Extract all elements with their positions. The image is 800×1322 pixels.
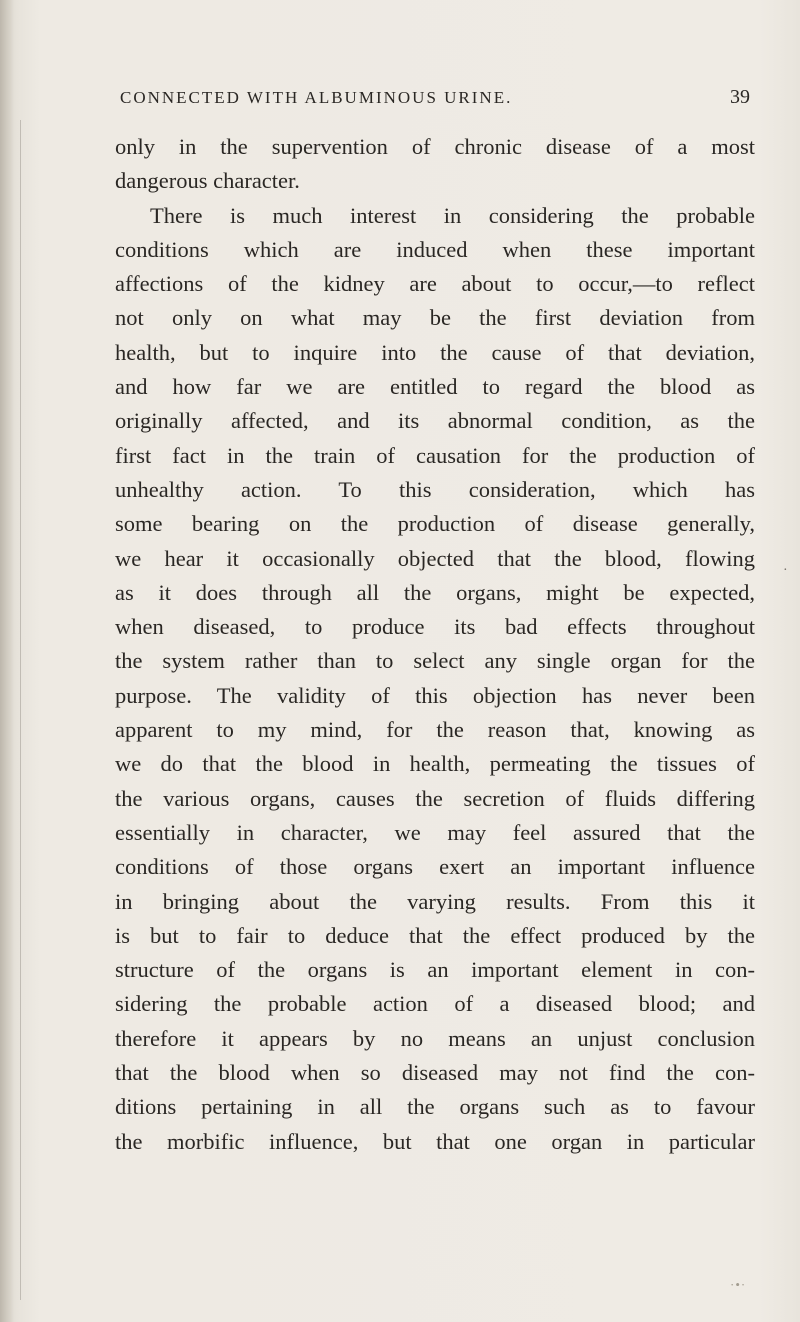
text-line: when diseased, to produce its bad effects throughout: [115, 614, 755, 640]
body-text: [115, 130, 755, 1159]
text-line: we hear it occasionally objected that the blood, flowing: [115, 545, 755, 571]
text-line: is but to fair to deduce that the effect produced by the: [115, 922, 755, 948]
text-line: There is much interest in considering the probable: [150, 202, 755, 228]
running-title: CONNECTED WITH ALBUMINOUS URINE.: [120, 88, 513, 107]
text-line: unhealthy action. To this consideration, which has: [115, 476, 755, 502]
page-number: 39: [730, 86, 750, 108]
text-line: as it does through all the organs, might be expected,: [115, 579, 755, 605]
text-line: originally affected, and its abnormal condition, as the: [115, 408, 755, 434]
text-line: purpose. The validity of this objection has never been: [115, 682, 755, 708]
text-line: health, but to inquire into the cause of that deviation,: [115, 339, 755, 365]
text-line: the system rather than to select any single organ for the: [115, 648, 755, 674]
text-line: we do that the blood in health, permeating the tissues of: [115, 751, 755, 777]
text-line: in bringing about the varying results. From this it: [115, 888, 755, 914]
text-line: affections of the kidney are about to occur,—to reflect: [115, 271, 755, 297]
text-line: conditions which are induced when these important: [115, 236, 755, 262]
margin-tick-mark: ·: [783, 563, 788, 578]
text-line: sidering the probable action of a diseased blood; and: [115, 991, 755, 1017]
text-line: first fact in the train of causation for the production of: [115, 442, 755, 468]
binding-gutter: [0, 0, 14, 1322]
text-line: the morbific influence, but that one organ in particular: [115, 1128, 755, 1154]
text-line: structure of the organs is an important element in con-: [115, 957, 755, 983]
text-line: therefore it appears by no means an unjust conclusion: [115, 1025, 755, 1051]
ink-spot: ·•·: [730, 1277, 747, 1292]
text-line: dangerous character.: [115, 168, 300, 194]
text-line: apparent to my mind, for the reason that, knowing as: [115, 717, 755, 743]
text-line: some bearing on the production of disease generally,: [115, 511, 755, 537]
text-line: ditions pertaining in all the organs such as to favour: [115, 1094, 755, 1120]
text-line: and how far we are entitled to regard the blood as: [115, 374, 755, 400]
text-line: the various organs, causes the secretion of fluids differing: [115, 785, 755, 811]
gutter-line: [20, 120, 21, 1300]
page-header: [120, 88, 750, 118]
text-line: not only on what may be the first deviation from: [115, 305, 755, 331]
text-line: conditions of those organs exert an important influence: [115, 854, 755, 880]
text-line: essentially in character, we may feel assured that the: [115, 819, 755, 845]
text-line: only in the supervention of chronic disease of a most: [115, 134, 755, 159]
text-line: that the blood when so diseased may not find the con-: [115, 1060, 755, 1086]
